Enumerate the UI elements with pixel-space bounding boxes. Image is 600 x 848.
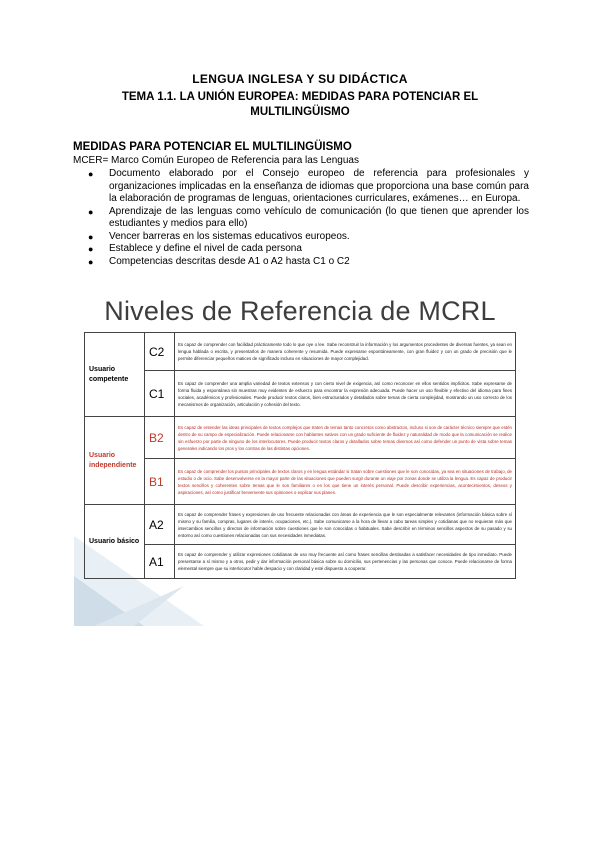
list-item: ● Aprendizaje de las lenguas como vehículo de comunicación (lo que tienen que aprender los estudiantes y medios para ello) [88, 205, 529, 229]
bullet-icon: ● [88, 256, 94, 267]
table-row [85, 505, 516, 545]
level-code: C2 [145, 333, 175, 371]
bullet-icon: ● [88, 206, 94, 217]
intro-text: MCER= Marco Común Europeo de Referencia para las Lenguas [73, 155, 359, 166]
level-code: B2 [145, 417, 175, 459]
document-title: LENGUA INGLESA Y SU DIDÁCTICA [192, 72, 408, 86]
level-description: Es capaz de comprender frases y expresiones de uso frecuente relacionadas con áreas de experiencia que le son especialmente relevantes (información básica sobre sí mismo y su familia, compras, lugares de interés, ocupaciones, etc.). Sabe comunicarse a la hora de llevar a cabo tareas simples y cotidianas que no requieran más que intercambios sencillos y directos de información sobre cuestiones que le son conocidas o habituales. Sabe describir en términos sencillos aspectos de su pasado y su entorno así como cuestiones relacionadas con sus necesidades inmediatas. [175, 505, 516, 545]
levels-table [84, 332, 516, 579]
bullet-icon: ● [88, 169, 94, 179]
table-row [85, 459, 516, 505]
level-code: A1 [145, 545, 175, 579]
level-code: B1 [145, 459, 175, 505]
content-section [73, 140, 529, 268]
list-item: ● Competencias descritas desde A1 o A2 hasta C1 o C2 [88, 255, 350, 267]
bullet-list [73, 168, 529, 268]
user-group-label: Usuario independiente [85, 417, 145, 505]
table-row [85, 333, 516, 371]
table-row [85, 417, 516, 459]
table-row [85, 545, 516, 579]
slide-title: Niveles de Referencia de MCRL [104, 296, 496, 326]
level-description: Es capaz de comprender y utilizar expresiones cotidianas de uso muy frecuente así como frases sencillas destinadas a satisfacer necesidades de tipo inmediato. Puede presentarse a sí mismo y a otros, pedir y dar información personal básica sobre su domicilio, sus pertenencias y las personas que conoce. Puede relacionarse de forma elemental siempre que su interlocutor hable despacio y con claridad y esté dispuesto a cooperar. [175, 545, 516, 579]
user-group-label: Usuario básico [85, 505, 145, 579]
level-description: Es capaz de comprender con facilidad prácticamente todo lo que oye o lee. Sabe reconstruir la información y los argumentos procedentes de diversas fuentes, ya sean en lengua hablada o escrita, y presentarlos de manera coherente y resumida. Puede expresarse espontáneamente, con gran fluidez y con un grado de precisión que le permite diferenciar pequeños matices de significado incluso en situaciones de mayor complejidad. [175, 333, 516, 371]
list-item: ● Vencer barreras en los sistemas educativos europeos. [88, 230, 350, 242]
table-row [85, 371, 516, 417]
level-code: C1 [145, 371, 175, 417]
list-item: ● Establece y define el nivel de cada persona [88, 243, 302, 254]
mcrl-slide-image [74, 286, 526, 626]
list-item: ● Documento elaborado por el Consejo europeo de referencia para profesionales y organizaciones implicadas en la enseñanza de idiomas que proporciona una base común para la elaboración de programas de lenguas, orientaciones curriculares, exámenes… en Europa. [88, 168, 529, 204]
level-description: Es capaz de comprender los puntos principales de textos claros y en lengua estándar si tratan sobre cuestiones que le son conocidas, ya sea en situaciones de trabajo, de estudio o de ocio. Sabe desenvolverse en la mayor parte de las situaciones que pueden surgir durante un viaje por zonas donde se utiliza la lengua. Es capaz de producir textos sencillos y coherentes sobre temas que le son familiares o en los que tiene un interés personal. Puede describir experiencias, acontecimientos, deseos y aspiraciones, así como justificar brevemente sus opiniones o explicar sus planes. [175, 459, 516, 505]
bullet-icon: ● [88, 244, 94, 254]
document-header [0, 72, 600, 120]
level-description: Es capaz de comprender una amplia variedad de textos extensos y con cierto nivel de exigencia, así como reconocer en ellos sentidos implícitos. Sabe expresarse de forma fluida y espontánea sin muestras muy evidentes de esfuerzo para encontrar la expresión adecuada. Puede hacer un uso flexible y efectivo del idioma para fines sociales, académicos y profesionales. Puede producir textos claros, bien estructurados y detallados sobre temas de cierta complejidad, mostrando un uso correcto de los mecanismos de organización, articulación y cohesión del texto. [175, 371, 516, 417]
document-subtitle: TEMA 1.1. LA UNIÓN EUROPEA: MEDIDAS PARA POTENCIAR EL MULTILINGÜISMO [121, 91, 479, 118]
section-heading: MEDIDAS PARA POTENCIAR EL MULTILINGÜISMO [73, 141, 352, 153]
level-code: A2 [145, 505, 175, 545]
level-description: Es capaz de entender las ideas principales de textos complejos que traten de temas tanto concretos como abstractos, incluso si son de carácter técnico siempre que estén dentro de su campo de especialización. Puede relacionarse con hablantes nativos con un grado suficiente de fluidez y naturalidad de modo que la comunicación se realice sin esfuerzo por parte de ninguno de los interlocutores. Puede producir textos claros y detallados sobre temas diversos así como defender un punto de vista sobre temas generales indicando los pros y los contras de las distintas opciones. [175, 417, 516, 459]
bullet-icon: ● [88, 231, 94, 242]
user-group-label: Usuario competente [85, 333, 145, 417]
